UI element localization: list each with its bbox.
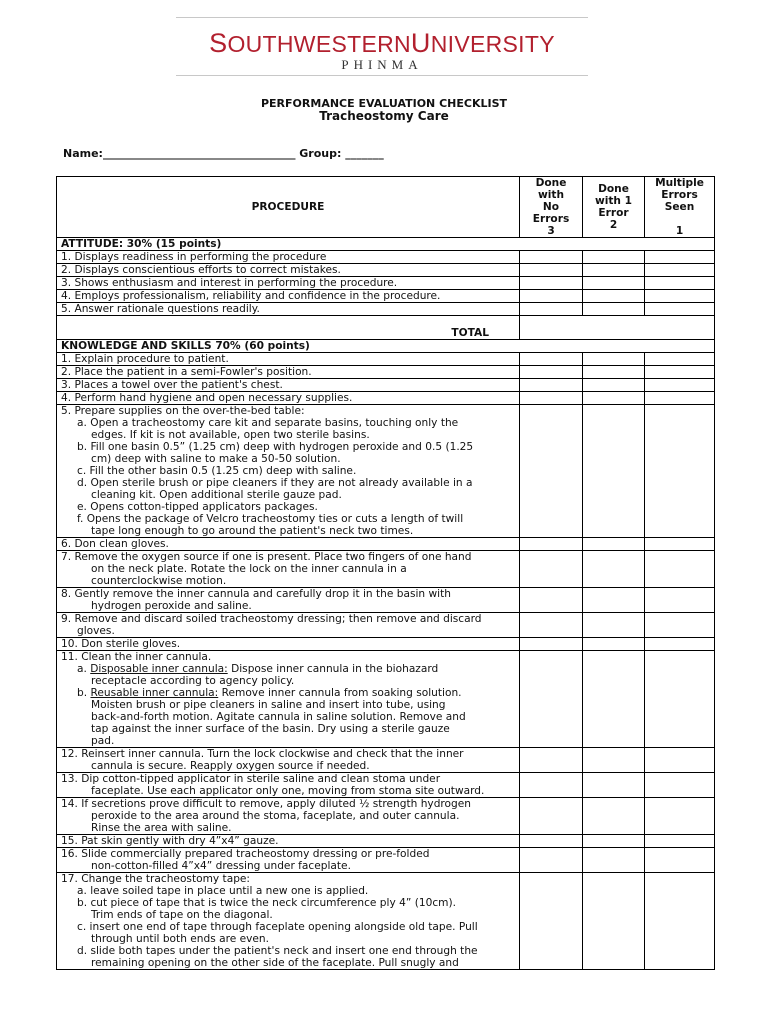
total-label: TOTAL bbox=[57, 316, 520, 340]
no-errors-column-header: Done with No Errors 3 bbox=[520, 177, 583, 238]
table-row bbox=[57, 748, 715, 773]
table-row bbox=[57, 277, 715, 290]
document-title: PERFORMANCE EVALUATION CHECKLIST bbox=[260, 97, 508, 110]
attitude-section-header: ATTITUDE: 30% (15 points) bbox=[57, 238, 715, 251]
one-error-column-header: Done with 1 Error 2 bbox=[583, 177, 645, 238]
procedure-step: 17. Change the tracheostomy tape: a. leave soiled tape in place until a new one is applied. b. cut piece of tape that is twice the neck circumference ply 4” (10cm). Trim ends of tape on the diagonal. c. insert one end of tape through faceplate opening alongside old tape. Pull through until both ends are even. d. slide both tapes under the patient's neck and insert one end through the remaining opening on the other side of the faceplate. Pull snugly and bbox=[57, 873, 520, 970]
score-cell[interactable] bbox=[583, 277, 645, 290]
table-row bbox=[57, 392, 715, 405]
table-row bbox=[57, 290, 715, 303]
procedure-step: 2. Displays conscientious efforts to correct mistakes. bbox=[57, 264, 520, 277]
section-header-row bbox=[57, 238, 715, 251]
procedure-column-header: PROCEDURE bbox=[57, 177, 520, 238]
score-cell[interactable] bbox=[583, 551, 645, 588]
header-bottom-rule bbox=[176, 75, 588, 76]
table-row bbox=[57, 835, 715, 848]
table-row bbox=[57, 353, 715, 366]
score-cell[interactable] bbox=[645, 651, 715, 748]
score-cell[interactable] bbox=[583, 773, 645, 798]
score-cell[interactable] bbox=[645, 873, 715, 970]
score-cell[interactable] bbox=[520, 613, 583, 638]
procedure-step: 1. Explain procedure to patient. bbox=[57, 353, 520, 366]
procedure-step: 5. Answer rationale questions readily. bbox=[57, 303, 520, 316]
procedure-step: 7. Remove the oxygen source if one is present. Place two fingers of one hand on the neck plate. Rotate the lock on the inner cannula in a counterclockwise motion. bbox=[57, 551, 520, 588]
procedure-step: 3. Shows enthusiasm and interest in performing the procedure. bbox=[57, 277, 520, 290]
table-row bbox=[57, 873, 715, 970]
procedure-step: 14. If secretions prove difficult to remove, apply diluted ½ strength hydrogen peroxide to the area around the stoma, faceplate, and outer cannula. Rinse the area with saline. bbox=[57, 798, 520, 835]
score-cell[interactable] bbox=[520, 588, 583, 613]
score-cell[interactable] bbox=[583, 392, 645, 405]
sub-brand: PHINMA bbox=[341, 57, 423, 72]
table-row bbox=[57, 379, 715, 392]
score-cell[interactable] bbox=[645, 303, 715, 316]
score-cell[interactable] bbox=[583, 651, 645, 748]
score-cell[interactable] bbox=[520, 379, 583, 392]
table-row bbox=[57, 638, 715, 651]
score-cell[interactable] bbox=[645, 613, 715, 638]
table-header-row bbox=[57, 177, 715, 238]
procedure-step: 15. Pat skin gently with dry 4”x4” gauze. bbox=[57, 835, 520, 848]
score-cell[interactable] bbox=[583, 748, 645, 773]
procedure-step: 16. Slide commercially prepared tracheostomy dressing or pre-folded non-cotton-filled 4”x4” dressing under faceplate. bbox=[57, 848, 520, 873]
table-row bbox=[57, 848, 715, 873]
score-cell[interactable] bbox=[520, 538, 583, 551]
table-row bbox=[57, 613, 715, 638]
score-cell[interactable] bbox=[520, 277, 583, 290]
procedure-step: 10. Don sterile gloves. bbox=[57, 638, 520, 651]
score-cell[interactable] bbox=[583, 366, 645, 379]
table-row bbox=[57, 366, 715, 379]
score-cell[interactable] bbox=[520, 366, 583, 379]
score-cell[interactable] bbox=[583, 538, 645, 551]
score-cell[interactable] bbox=[583, 835, 645, 848]
procedure-step: 4. Employs professionalism, reliability and confidence in the procedure. bbox=[57, 290, 520, 303]
knowledge-section-header: KNOWLEDGE AND SKILLS 70% (60 points) bbox=[57, 340, 715, 353]
score-cell[interactable] bbox=[645, 251, 715, 264]
table-row bbox=[57, 798, 715, 835]
score-cell[interactable] bbox=[520, 353, 583, 366]
table-row bbox=[57, 551, 715, 588]
score-cell[interactable] bbox=[645, 379, 715, 392]
score-cell[interactable] bbox=[645, 366, 715, 379]
evaluation-table bbox=[56, 176, 715, 970]
score-cell[interactable] bbox=[583, 798, 645, 835]
score-cell[interactable] bbox=[520, 392, 583, 405]
score-cell[interactable] bbox=[520, 873, 583, 970]
score-cell[interactable] bbox=[520, 251, 583, 264]
document-subtitle: Tracheostomy Care bbox=[319, 109, 449, 123]
score-cell[interactable] bbox=[520, 551, 583, 588]
table-row bbox=[57, 303, 715, 316]
score-cell[interactable] bbox=[583, 588, 645, 613]
score-cell[interactable] bbox=[520, 835, 583, 848]
procedure-step: 5. Prepare supplies on the over-the-bed table: a. Open a tracheostomy care kit and separate basins, touching only the edges. If kit is not available, open two sterile basins. b. Fill one basin 0.5” (1.25 cm) deep with hydrogen peroxide and 0.5 (1.25 cm) deep with saline to make a 50-50 solution. c. Fill the other basin 0.5 (1.25 cm) deep with saline. d. Open sterile brush or pipe cleaners if they are not already available in a cleaning kit. Open additional sterile gauze pad. e. Opens cotton-tipped applicators packages. f. Opens the package of Velcro tracheostomy ties or cuts a length of twill tape long enough to go around the patient's neck two times. bbox=[57, 405, 520, 538]
score-cell[interactable] bbox=[520, 748, 583, 773]
table-row bbox=[57, 773, 715, 798]
score-cell[interactable] bbox=[520, 848, 583, 873]
total-score-cell[interactable] bbox=[520, 316, 715, 340]
procedure-step: 8. Gently remove the inner cannula and carefully drop it in the basin with hydrogen peroxide and saline. bbox=[57, 588, 520, 613]
table-row bbox=[57, 251, 715, 264]
score-cell[interactable] bbox=[645, 848, 715, 873]
score-cell[interactable] bbox=[645, 264, 715, 277]
score-cell[interactable] bbox=[645, 277, 715, 290]
table-row bbox=[57, 264, 715, 277]
score-cell[interactable] bbox=[583, 613, 645, 638]
score-cell[interactable] bbox=[645, 588, 715, 613]
procedure-step: 6. Don clean gloves. bbox=[57, 538, 520, 551]
multiple-errors-column-header: Multiple Errors Seen 1 bbox=[645, 177, 715, 238]
score-cell[interactable] bbox=[583, 264, 645, 277]
score-cell[interactable] bbox=[520, 303, 583, 316]
score-cell[interactable] bbox=[520, 264, 583, 277]
score-cell[interactable] bbox=[520, 773, 583, 798]
score-cell[interactable] bbox=[520, 638, 583, 651]
score-cell[interactable] bbox=[520, 405, 583, 538]
procedure-step: 9. Remove and discard soiled tracheostomy dressing; then remove and discard gloves. bbox=[57, 613, 520, 638]
score-cell[interactable] bbox=[645, 538, 715, 551]
score-cell[interactable] bbox=[645, 405, 715, 538]
procedure-step: 3. Places a towel over the patient's chest. bbox=[57, 379, 520, 392]
score-cell[interactable] bbox=[645, 835, 715, 848]
score-cell[interactable] bbox=[583, 290, 645, 303]
procedure-step: 11. Clean the inner cannula. a. Disposable inner cannula: Dispose inner cannula in the biohazard receptacle according to agency policy. b. Reusable inner cannula: Remove inner cannula from soaking solution. Moisten brush or pipe cleaners in saline and insert into tube, using back-and-forth motion. Agitate cannula in saline solution. Remove and tap against the inner surface of the basin. Dry using a sterile gauze pad. bbox=[57, 651, 520, 748]
header-top-rule bbox=[176, 17, 588, 18]
name-group-line: Name:___________________________________ Group: _______ bbox=[63, 147, 384, 160]
total-row bbox=[57, 316, 715, 340]
score-cell[interactable] bbox=[645, 290, 715, 303]
score-cell[interactable] bbox=[520, 290, 583, 303]
score-cell[interactable] bbox=[520, 798, 583, 835]
score-cell[interactable] bbox=[583, 251, 645, 264]
section-header-row bbox=[57, 340, 715, 353]
score-cell[interactable] bbox=[520, 651, 583, 748]
university-logo: SOUTHWESTERNUNIVERSITY bbox=[209, 28, 555, 58]
table-row bbox=[57, 651, 715, 748]
procedure-step: 2. Place the patient in a semi-Fowler's position. bbox=[57, 366, 520, 379]
score-cell[interactable] bbox=[645, 392, 715, 405]
score-cell[interactable] bbox=[645, 798, 715, 835]
procedure-step: 13. Dip cotton-tipped applicator in sterile saline and clean stoma under faceplate. Use each applicator only one, moving from stoma site outward. bbox=[57, 773, 520, 798]
score-cell[interactable] bbox=[583, 638, 645, 651]
procedure-step: 4. Perform hand hygiene and open necessary supplies. bbox=[57, 392, 520, 405]
score-cell[interactable] bbox=[645, 353, 715, 366]
table-row bbox=[57, 588, 715, 613]
table-row bbox=[57, 538, 715, 551]
score-cell[interactable] bbox=[583, 873, 645, 970]
score-cell[interactable] bbox=[583, 303, 645, 316]
score-cell[interactable] bbox=[583, 379, 645, 392]
score-cell[interactable] bbox=[645, 773, 715, 798]
score-cell[interactable] bbox=[645, 638, 715, 651]
table-row bbox=[57, 405, 715, 538]
procedure-step: 12. Reinsert inner cannula. Turn the lock clockwise and check that the inner cannula is secure. Reapply oxygen source if needed. bbox=[57, 748, 520, 773]
score-cell[interactable] bbox=[583, 353, 645, 366]
score-cell[interactable] bbox=[645, 748, 715, 773]
procedure-step: 1. Displays readiness in performing the procedure bbox=[57, 251, 520, 264]
score-cell[interactable] bbox=[583, 405, 645, 538]
score-cell[interactable] bbox=[583, 848, 645, 873]
score-cell[interactable] bbox=[645, 551, 715, 588]
